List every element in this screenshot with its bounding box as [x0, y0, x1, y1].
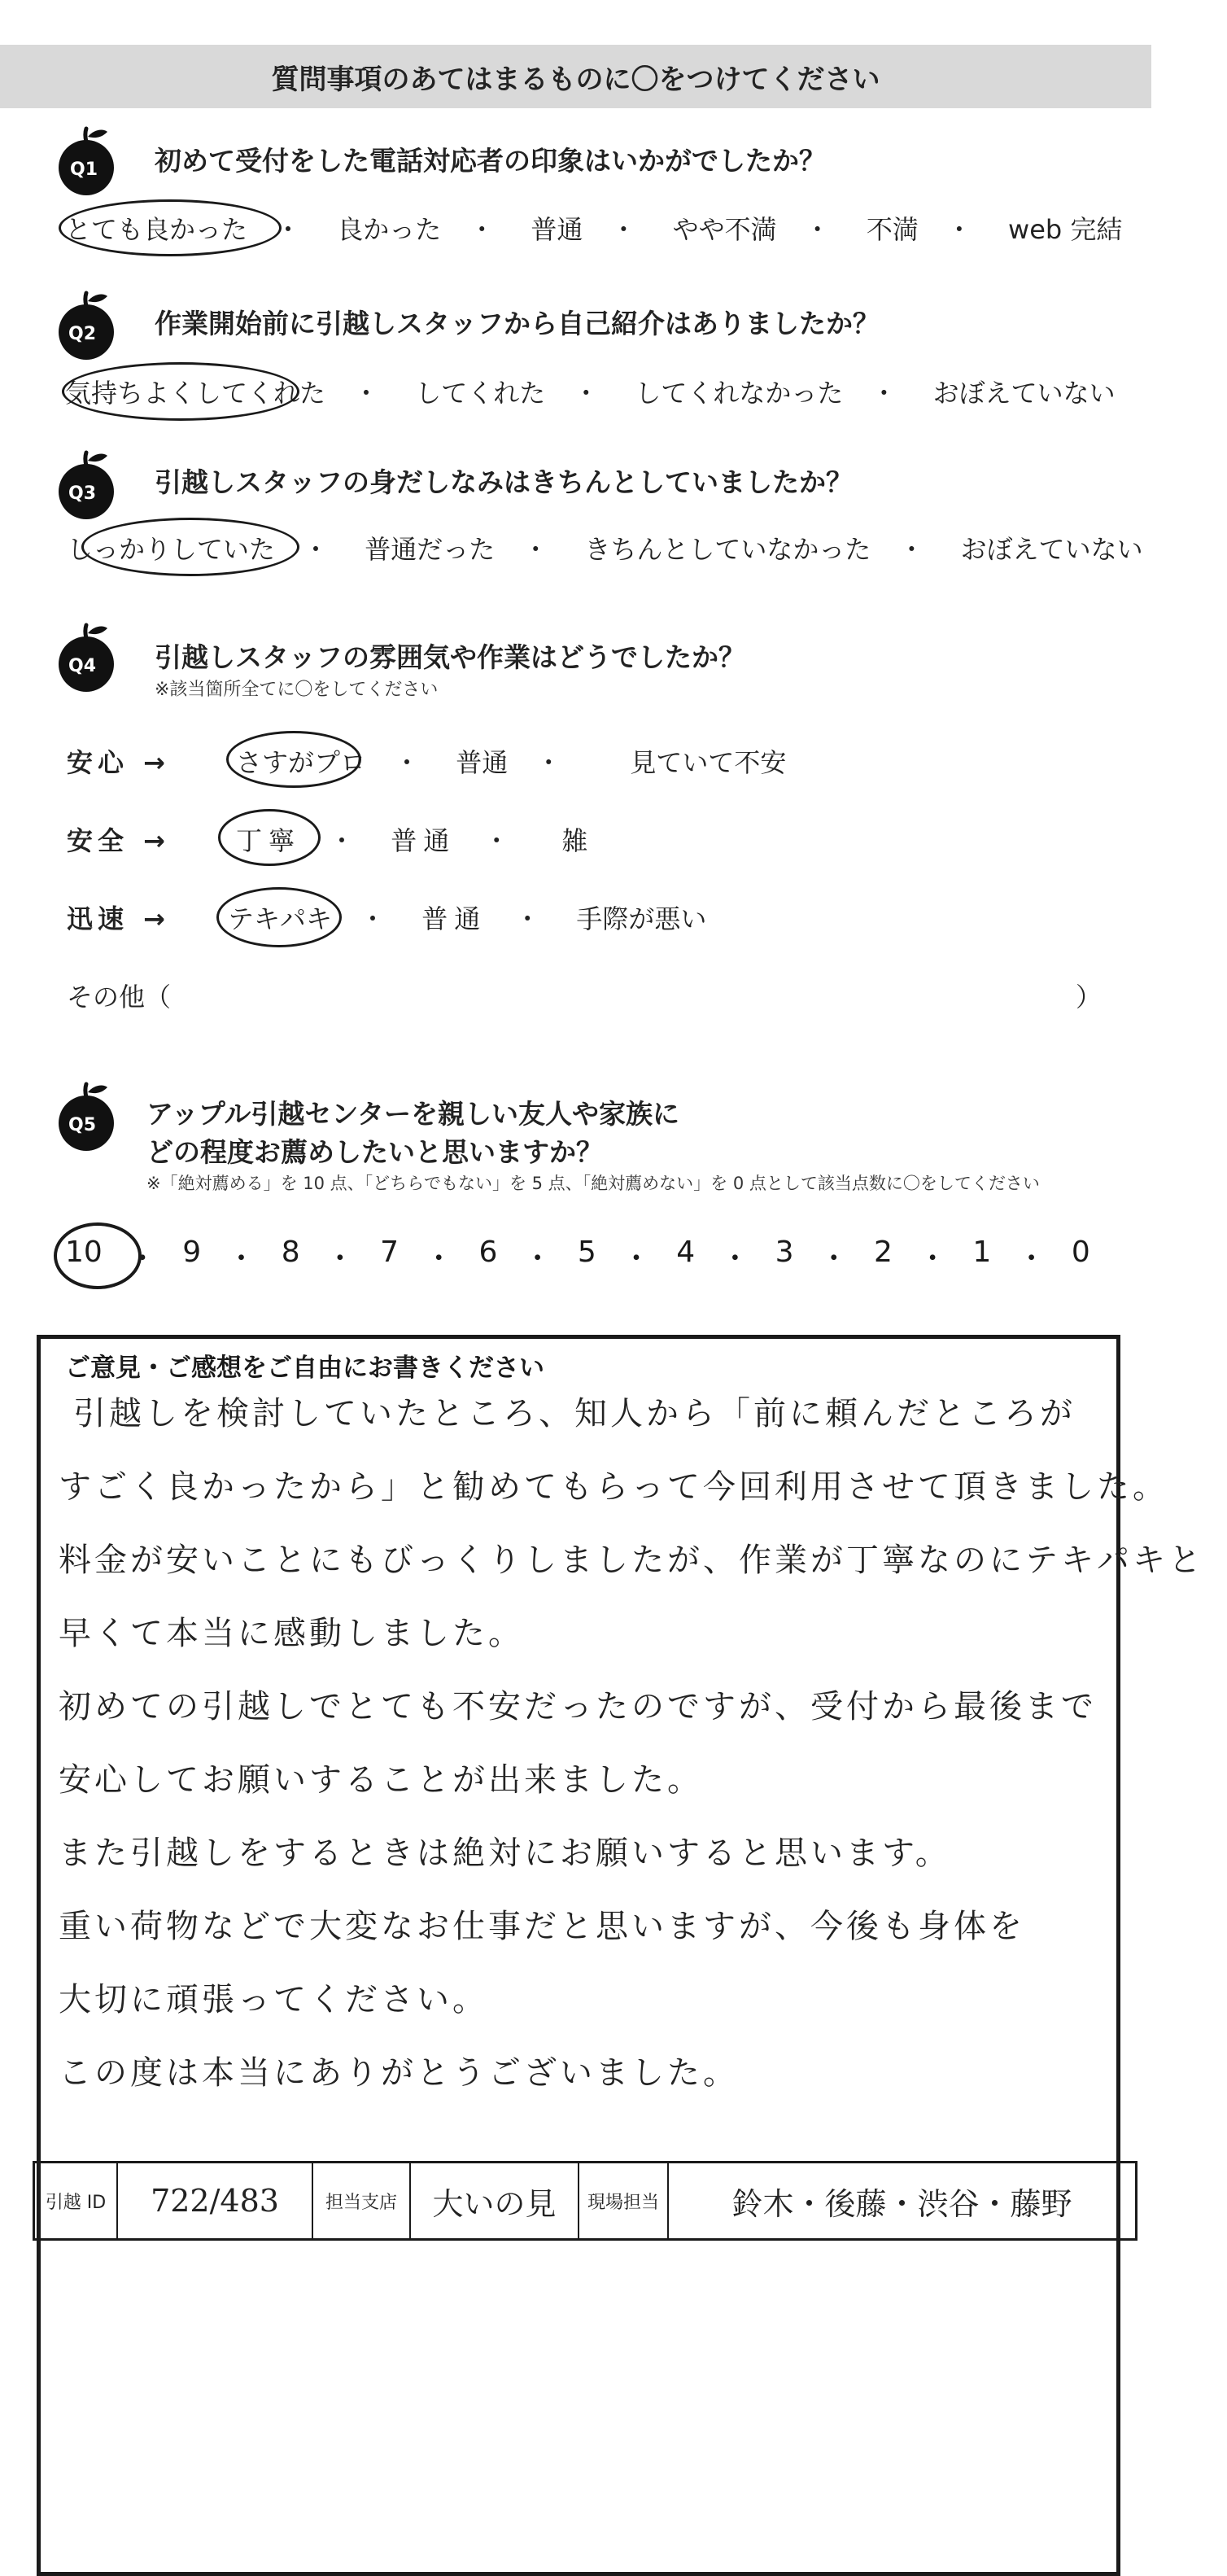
score-option[interactable]: 2	[874, 1236, 893, 1269]
q3-apple-badge-icon	[47, 444, 125, 523]
q5-note: ※「絶対薦める」を 10 点、「どちらでもない」を 5 点、「絶対薦めない」を 0 点として該当点数に〇をしてください	[146, 1174, 1040, 1193]
q5-selection-circle	[54, 1222, 142, 1289]
q4-row-anzen-options: 丁寧 ・ 普通 ・ 雑	[236, 820, 587, 858]
q4-option[interactable]: 丁寧	[236, 825, 302, 856]
q3-option[interactable]: 普通だった	[365, 534, 496, 565]
score-option[interactable]: 6	[478, 1236, 498, 1269]
q1-options: とても良かった ・ 良かった ・ 普通 ・ やや不満 ・ 不満 ・ web 完結	[65, 209, 1122, 247]
staff-value-cell	[669, 2163, 1135, 2238]
q4-apple-badge-icon	[47, 617, 125, 695]
comment-line: 安心してお願いすることが出来ました。	[59, 1761, 703, 1799]
q2-options: 気持ちよくしてくれた ・ してくれた ・ してくれなかった ・ おぼえていない	[65, 373, 1116, 410]
branch-value-cell	[411, 2163, 579, 2238]
score-option[interactable]: 4	[676, 1236, 696, 1269]
comment-line: 引越しを検討していたところ、知人から「前に頼んだところが	[73, 1395, 1076, 1432]
q2-option[interactable]: おぼえていない	[932, 378, 1116, 409]
move-id-value: 722/483	[151, 2183, 279, 2219]
q5-question-line1: アップル引越センターを親しい友人や家族に	[146, 1098, 680, 1130]
q1-option[interactable]: 不満	[866, 214, 919, 245]
footer-info-table	[33, 2161, 1137, 2241]
q4-anzen-selection-circle	[218, 809, 321, 866]
q1-apple-badge-icon	[47, 120, 125, 199]
q4-row-label-anshin: 安心 →	[67, 747, 170, 778]
comment-line: 大切に頑張ってください。	[59, 1981, 488, 2018]
q4-question: 引越しスタッフの雰囲気や作業はどうでしたか？	[155, 641, 745, 673]
q5-badge-label: Q5	[68, 1115, 97, 1135]
score-option[interactable]: 8	[281, 1236, 300, 1269]
staff-value: 鈴木・後藤・渋谷・藤野	[731, 2185, 1072, 2222]
q4-option[interactable]: 見ていて不安	[630, 747, 787, 778]
q4-option[interactable]: 普通	[456, 747, 509, 778]
q5-apple-badge-icon	[47, 1076, 125, 1154]
q2-badge-label: Q2	[68, 324, 97, 344]
instructions-header	[0, 45, 1151, 108]
q1-option[interactable]: 良かった	[337, 214, 442, 245]
comment-line: 初めての引越しでとても不安だったのですが、受付から最後まで	[59, 1688, 1097, 1725]
comment-line: 重い荷物などで大変なお仕事だと思いますが、今後も身体を	[59, 1908, 1025, 1945]
q4-row-label-anzen: 安全 →	[67, 825, 170, 856]
q4-note: ※該当箇所全てに〇をしてください	[155, 680, 439, 700]
q4-option[interactable]: テキパキ	[228, 903, 333, 934]
q1-question: 初めて受付をした電話対応者の印象はいかがでしたか？	[155, 145, 826, 177]
q3-badge-label: Q3	[68, 483, 97, 504]
q1-badge-label: Q1	[70, 160, 98, 180]
move-id-label: 引越 ID	[45, 2192, 107, 2213]
score-option[interactable]: 10	[65, 1236, 103, 1269]
q1-option[interactable]: 普通	[531, 214, 583, 245]
q2-apple-badge-icon	[47, 285, 125, 363]
move-id-label-cell	[35, 2163, 118, 2238]
branch-label: 担当支店	[325, 2192, 397, 2213]
q2-option[interactable]: してくれた	[415, 378, 546, 409]
q4-badge-label: Q4	[68, 656, 97, 676]
comment-line: 料金が安いことにもびっくりしましたが、作業が丁寧なのにテキパキと	[59, 1542, 1204, 1579]
score-option[interactable]: 5	[577, 1236, 596, 1269]
q1-option[interactable]: とても良かった	[65, 214, 248, 245]
q3-option[interactable]: きちんとしていなかった	[584, 534, 871, 565]
q2-selection-circle	[62, 362, 299, 421]
q4-jinsoku-selection-circle	[216, 887, 342, 947]
q1-selection-circle	[59, 199, 282, 256]
staff-label: 現場担当	[587, 2192, 659, 2213]
q3-selection-circle	[81, 518, 299, 576]
move-id-value-cell	[118, 2163, 313, 2238]
q4-row-label-jinsoku: 迅速 →	[67, 903, 170, 934]
q4-option[interactable]: さすがプロ	[236, 747, 367, 778]
q4-option[interactable]: 雑	[561, 825, 588, 856]
branch-label-cell	[313, 2163, 411, 2238]
q5-question-line2: どの程度お薦めしたいと思いますか？	[146, 1136, 603, 1168]
q4-option[interactable]: 普通	[391, 825, 456, 856]
score-option[interactable]: 0	[1071, 1236, 1090, 1269]
comment-line: また引越しをするときは絶対にお願いすると思います。	[59, 1835, 951, 1872]
q4-row-jinsoku-options: テキパキ ・ 普通 ・ 手際が悪い	[228, 899, 706, 936]
q3-option[interactable]: しっかりしていた	[67, 534, 276, 565]
q1-option[interactable]: やや不満	[672, 214, 777, 245]
q2-option[interactable]: 気持ちよくしてくれた	[65, 378, 326, 409]
q4-other-label: その他（	[67, 982, 172, 1012]
q4-option[interactable]: 普通	[421, 903, 487, 934]
comment-line: 早くて本当に感動しました。	[59, 1615, 524, 1652]
q3-options: しっかりしていた ・ 普通だった ・ きちんとしていなかった ・ おぼえていない	[67, 529, 1143, 566]
q4-anshin-selection-circle	[226, 731, 361, 788]
q4-other-close: ）	[1076, 982, 1103, 1012]
q3-question: 引越しスタッフの身だしなみはきちんとしていましたか？	[155, 466, 853, 498]
q2-option[interactable]: してくれなかった	[635, 378, 844, 409]
q4-option[interactable]: 手際が悪い	[576, 903, 707, 934]
staff-label-cell	[579, 2163, 669, 2238]
branch-value: 大いの見	[432, 2185, 557, 2222]
comments-title: ご意見・ご感想をご自由にお書きください	[65, 1354, 544, 1383]
q3-option[interactable]: おぼえていない	[960, 534, 1143, 565]
score-option[interactable]: 7	[380, 1236, 399, 1269]
comment-line: この度は本当にありがとうございました。	[59, 2054, 739, 2092]
q4-row-anshin-options: さすがプロ ・ 普通 ・ 見ていて不安	[236, 742, 786, 780]
q2-question: 作業開始前に引越しスタッフから自己紹介はありましたか？	[155, 308, 880, 339]
score-option[interactable]: 9	[182, 1236, 202, 1269]
comments-box	[37, 1335, 1204, 2576]
comment-line: すごく良かったから」と勧めてもらって今回利用させて頂きました。	[59, 1468, 1168, 1506]
header-title: 質問事項のあてはまるものに〇をつけてください	[271, 63, 880, 96]
score-option[interactable]: 1	[972, 1236, 992, 1269]
q1-option[interactable]: web 完結	[1008, 214, 1123, 245]
score-option[interactable]: 3	[775, 1236, 794, 1269]
q5-score-scale: 10 ・ 9 ・ 8 ・ 7 ・ 6 ・ 5 ・ 4 ・ 3 ・ 2 ・ 1 ・ 0	[65, 1236, 1090, 1275]
